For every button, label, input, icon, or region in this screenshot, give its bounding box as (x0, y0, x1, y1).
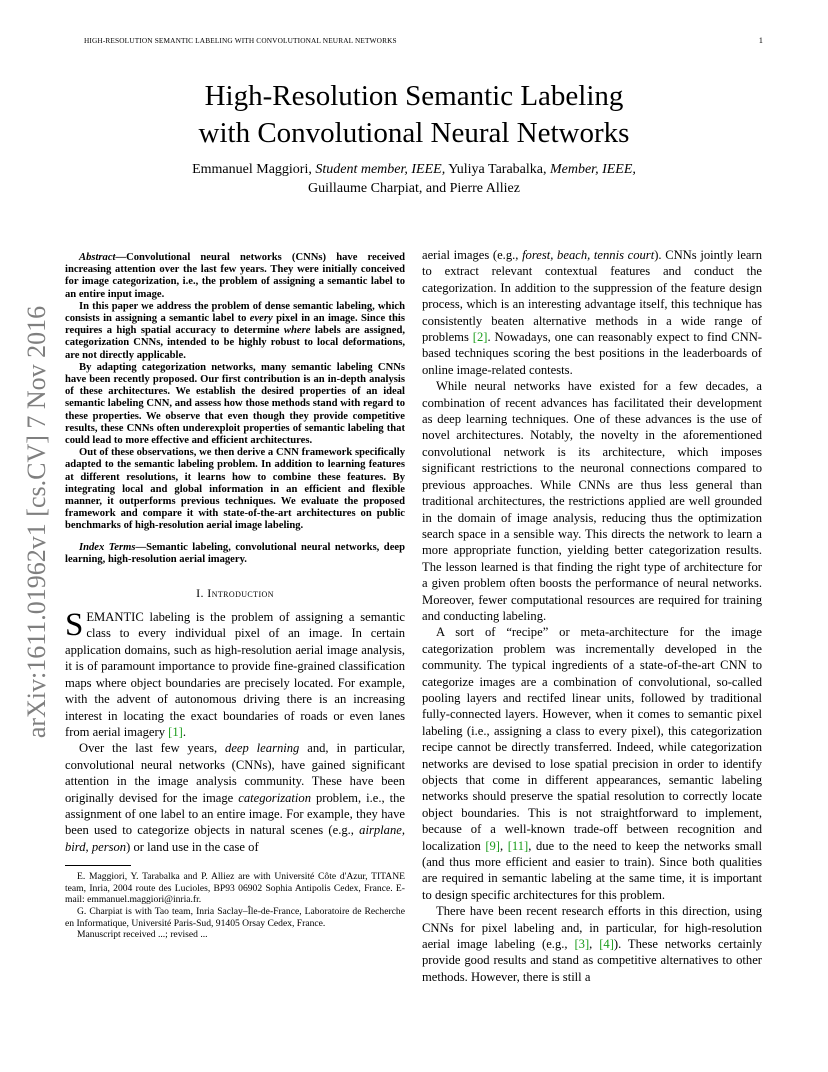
citation-link[interactable]: [2] (472, 330, 488, 345)
abstract-paragraph: Out of these observations, we then derive a CNN framework specifically adapted to the semantic labeling problem. In addition to learning features at different resolutions, it learns how to combine these features. By integrating local and global information in an efficient and flexible manner, it outperforms previous techniques. We evaluate the proposed framework and compare it with state-of-the-art architectures on public benchmarks of high-resolution aerial image labeling. (65, 447, 405, 532)
footnote-rule (65, 865, 131, 866)
intro-text: ) or land use in the case of (126, 839, 259, 854)
body-emphasis: forest, beach, tennis court (522, 248, 655, 262)
intro-emphasis: airplane, bird, person (65, 823, 405, 854)
author-name: Emmanuel Maggiori, (192, 162, 312, 177)
running-title: HIGH-RESOLUTION SEMANTIC LABELING WITH CONVOLUTIONAL NEURAL NETWORKS (84, 36, 397, 45)
abstract-text: labels are assigned, categorization CNNs, intended to be highly robust to local deformations, are not directly applicable. (65, 325, 405, 361)
body-paragraph (422, 903, 762, 985)
section-heading: I. Introduction (196, 586, 274, 601)
body-paragraph (422, 624, 762, 903)
abstract-emphasis: where (283, 325, 311, 337)
index-terms (65, 542, 405, 566)
body-text: ). CNNs jointly learn to extract relevant contextual features and conduct the categorization. In addition to the suppression of the feature design process, which is an interesting advantage itself, this technique has consistently beaten alternative methods in a wide range of problems (422, 248, 763, 345)
citation-link[interactable]: [9] (485, 838, 500, 853)
body-text: aerial images (e.g., (422, 248, 523, 262)
body-paragraph (422, 247, 762, 378)
intro-text: and, in particular, convolutional neural networks (CNNs), have gained significant attention in the image analysis community. These have been originally devised for the image (65, 741, 406, 805)
title-line-2: with Convolutional Neural Networks (198, 117, 630, 149)
left-column (65, 252, 405, 941)
author-role: Student member, IEEE, (315, 162, 446, 177)
abstract (65, 252, 405, 533)
body-text: ). These networks certainly provide good results and stand as competitive alternatives to other methods. However, there is still a (422, 937, 763, 984)
citation-link[interactable]: [4] (599, 937, 614, 952)
footnote: G. Charpiat is with Tao team, Inria Saclay–Île-de-France, Laboratoire de Recherche en Informatique, Université Paris-Sud, 91405 Orsay Cedex, France. (65, 905, 405, 929)
intro-paragraph (65, 740, 405, 855)
author-list (0, 160, 828, 198)
abstract-text: In this paper we address the problem of dense semantic labeling, which consists in assigning a semantic label to (65, 300, 405, 325)
intro-text: . (182, 724, 186, 739)
citation-link[interactable]: [3] (574, 937, 590, 952)
intro-text: Over the last few years, (79, 741, 226, 756)
author-name: Yuliya Tarabalka, (448, 162, 547, 177)
intro-text: EMANTIC labeling is the problem of assigning a semantic class to every individual pixel of an image. In certain application domains, such as high-resolution aerial image analysis, it is of paramount importance to provide fine-grained classification maps where object boundaries are precisely located. For example, with the advent of autonomous driving there is an increasing interest in locating the exact boundaries of roads or even lanes from aerial imagery (65, 610, 405, 739)
body-text: A sort of “recipe” or meta-architecture for the image categorization problem was incrementally developed in the community. The typical ingredients of a state-of-the-art CNN to categorize images are a combination of convolutional, so-called pooling layers and rectifed linear units, followed by traditional fully-connected layers. However, when it comes to semantic pixel labeling (i.e., assigning a class to every pixel), this categorization recipe cannot be directly transferred. Indeed, while categorization networks are devised to lose spatial precision in order to identify objects that come in different appearances, semantic labeling networks should preserve the spatial resolution to correctly locate object boundaries. This is not straightforward to implement, because of a well-known trade-off between recognition and localization (422, 625, 762, 853)
intro-paragraph (65, 609, 405, 740)
citation-link[interactable]: [1] (168, 724, 183, 739)
abstract-text: —Convolutional neural networks (CNNs) have received increasing attention over the last few years. They were initially conceived for image categorization, i.e., the problem of assigning a semantic label to an entire input image. (65, 252, 405, 300)
intro-text: problem, i.e., the assignment of one label to an entire image. For example, they have been used to categorize objects in natural scenes (e.g., (65, 790, 406, 838)
right-column (422, 247, 762, 985)
paper-title (0, 78, 828, 152)
abstract-lead: Abstract (79, 252, 116, 263)
author-line-1 (0, 160, 828, 179)
index-terms-text: —Semantic labeling, convolutional neural networks, deep learning, high-resolution aerial imagery. (65, 541, 405, 565)
intro-emphasis: categorization (238, 790, 311, 805)
abstract-paragraph: By adapting categorization networks, many semantic labeling CNNs have been recently proposed. Our first contribution is an in-depth analysis of these architectures. We establish the desired properties of an ideal semantic labeling CNN, and assess how those methods stand with regard to these properties. We observe that even though they provide competitive results, these CNNs often underexploit properties of semantic labeling that could lead to more effective and efficient architectures. (65, 361, 405, 447)
abstract-text: pixel in an image. Since this requires a high spatial accuracy to determine (65, 313, 405, 337)
abstract-paragraph (65, 252, 405, 301)
abstract-paragraph (65, 301, 405, 362)
body-text: . Nowadays, one can reasonably expect to find CNN-based techniques scoring the best positions in the leaderboards of online image-related contests. (422, 330, 762, 377)
citation-link[interactable]: [11] (507, 838, 529, 853)
drop-cap: S (65, 607, 84, 644)
page-number: 1 (758, 35, 763, 45)
author-line-2: Guillaume Charpiat, and Pierre Alliez (308, 181, 520, 196)
title-line-1: High-Resolution Semantic Labeling (204, 80, 624, 112)
abstract-emphasis: every (249, 313, 273, 325)
footnote: E. Maggiori, Y. Tarabalka and P. Alliez are with Université Côte d'Azur, TITANE team, Inria, 2004 route des Lucioles, BP93 06902 Sophia Antipolis Cedex, France. E-mail: emmanuel.maggiori@inria.fr. (65, 871, 405, 906)
author-role: Member, IEEE, (549, 162, 636, 177)
body-paragraph: While neural networks have existed for a few decades, a combination of recent advances has facilitated their development as deep learning techniques. One of these advances is the use of novel architectures. Notably, the novelty in the aforementioned convolutional network is its architecture, which imposes significant restrictions to the neuronal connections compared to previous approaches. While CNNs are thus less general than traditional architectures, the restrictions applied are well grounded in the domain of image analysis, reducing thus the optimization search space in a sensible way. This directs the network to learn a more appropriate function, yielding better categorization results. The lesson learned is that finding the right type of architecture for a given problem often boosts the performance of neural networks. Moreover, fewer computational resources are required for training and conducting labeling. (422, 379, 762, 623)
body-text: , (500, 838, 508, 853)
footnote: Manuscript received ...; revised ... (77, 929, 208, 941)
index-terms-lead: Index Terms (79, 541, 136, 553)
body-text: , (589, 937, 600, 952)
arxiv-stamp-text: arXiv:1611.01962v1 [cs.CV] 7 Nov 2016 (22, 305, 51, 739)
arxiv-stamp (20, 287, 54, 757)
intro-emphasis: deep learning (225, 741, 300, 756)
body-text: There have been recent research efforts in this direction, using CNNs for pixel labeling and, in particular, for high-resolution aerial image labeling (e.g., (422, 904, 762, 952)
body-text: , due to the need to keep the networks small (and thus more efficient and easier to train). Since both qualities are required in semantic labeling at the same time, it is important to design specific architectures for this problem. (422, 838, 762, 902)
